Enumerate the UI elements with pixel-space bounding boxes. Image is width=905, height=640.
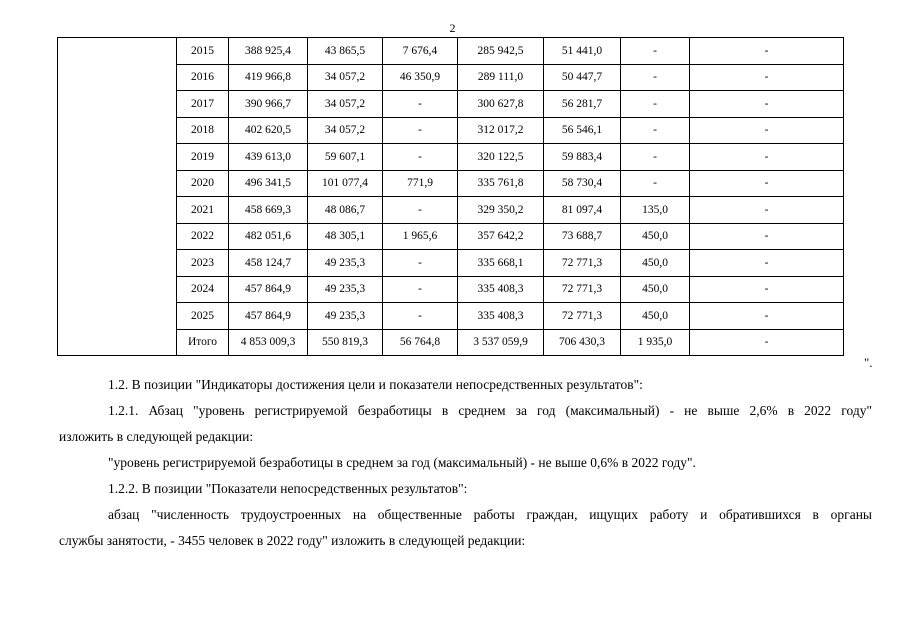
- table-cell: 335 408,3: [458, 276, 544, 303]
- table-cell: -: [383, 144, 458, 171]
- table-cell: 450,0: [621, 276, 690, 303]
- table-cell: 2023: [177, 250, 229, 277]
- table-cell: 457 864,9: [229, 276, 308, 303]
- table-cell: -: [690, 144, 844, 171]
- table-cell: 1 935,0: [621, 329, 690, 356]
- table-cell: -: [690, 117, 844, 144]
- table-cell: 56 546,1: [544, 117, 621, 144]
- table-cell: -: [383, 91, 458, 118]
- table-cell: 482 051,6: [229, 223, 308, 250]
- table-cell: 706 430,3: [544, 329, 621, 356]
- table-row: [58, 38, 844, 65]
- table-cell: -: [621, 144, 690, 171]
- table-cell: 329 350,2: [458, 197, 544, 224]
- table-cell: 2021: [177, 197, 229, 224]
- table-cell: 81 097,4: [544, 197, 621, 224]
- table-cell: 450,0: [621, 303, 690, 330]
- paragraph-indicator-line-1: абзац "численность трудоустроенных на общественные работы граждан, ищущих работу и обратившихся в органы: [108, 507, 872, 522]
- table-cell: 320 122,5: [458, 144, 544, 171]
- table-cell: 2025: [177, 303, 229, 330]
- table-cell: -: [690, 91, 844, 118]
- table-cell: -: [621, 38, 690, 65]
- closing-quote: ".: [864, 355, 873, 370]
- table-cell: -: [383, 250, 458, 277]
- table-cell: -: [383, 276, 458, 303]
- table-cell: 2015: [177, 38, 229, 65]
- table-cell: -: [690, 329, 844, 356]
- table-cell: 34 057,2: [308, 91, 383, 118]
- table-cell: -: [690, 197, 844, 224]
- table-cell: 72 771,3: [544, 276, 621, 303]
- table-cell: 388 925,4: [229, 38, 308, 65]
- table-cell: -: [690, 250, 844, 277]
- table-cell: 50 447,7: [544, 64, 621, 91]
- paragraph-1-2-2: 1.2.2. В позиции "Показатели непосредственных результатов":: [108, 481, 468, 496]
- table-cell: 72 771,3: [544, 250, 621, 277]
- table-cell: -: [690, 38, 844, 65]
- table-cell: 289 111,0: [458, 64, 544, 91]
- table-cell: 402 620,5: [229, 117, 308, 144]
- table-cell: 450,0: [621, 250, 690, 277]
- table-cell: -: [690, 223, 844, 250]
- table-cell: 135,0: [621, 197, 690, 224]
- paragraph-new-wording-1: "уровень регистрируемой безработицы в среднем за год (максимальный) - не выше 0,6% в 2022 году".: [108, 455, 696, 470]
- table-cell: 771,9: [383, 170, 458, 197]
- table-cell: -: [383, 117, 458, 144]
- paragraph-indicator-line-2: службы занятости, - 3455 человек в 2022 году" изложить в следующей редакции:: [59, 533, 526, 548]
- table-cell: 285 942,5: [458, 38, 544, 65]
- table-cell: 49 235,3: [308, 303, 383, 330]
- table-cell: 73 688,7: [544, 223, 621, 250]
- table-cell: 2024: [177, 276, 229, 303]
- table-cell: 335 408,3: [458, 303, 544, 330]
- table-cell: 2017: [177, 91, 229, 118]
- table-cell: 458 124,7: [229, 250, 308, 277]
- table-cell: 59 883,4: [544, 144, 621, 171]
- table-cell: -: [621, 64, 690, 91]
- table-cell: 46 350,9: [383, 64, 458, 91]
- table-cell: 48 305,1: [308, 223, 383, 250]
- paragraph-1-2-1-line-2: изложить в следующей редакции:: [59, 429, 254, 444]
- table-cell: 101 077,4: [308, 170, 383, 197]
- table-cell: 300 627,8: [458, 91, 544, 118]
- table-cell: 49 235,3: [308, 276, 383, 303]
- table-cell: 51 441,0: [544, 38, 621, 65]
- table-cell: 496 341,5: [229, 170, 308, 197]
- table-cell: 458 669,3: [229, 197, 308, 224]
- table-cell: 390 966,7: [229, 91, 308, 118]
- table-cell: -: [383, 303, 458, 330]
- table-cell: 450,0: [621, 223, 690, 250]
- table-cell: 550 819,3: [308, 329, 383, 356]
- budget-table: [57, 37, 844, 356]
- table-cell: -: [690, 170, 844, 197]
- table-cell: -: [383, 197, 458, 224]
- table-cell: 2020: [177, 170, 229, 197]
- table-cell: 457 864,9: [229, 303, 308, 330]
- table-cell: 3 537 059,9: [458, 329, 544, 356]
- table-cell: 439 613,0: [229, 144, 308, 171]
- table-cell: -: [690, 276, 844, 303]
- table-cell: 48 086,7: [308, 197, 383, 224]
- table-cell: 419 966,8: [229, 64, 308, 91]
- table-cell: Итого: [177, 329, 229, 356]
- table-cell: 34 057,2: [308, 64, 383, 91]
- table-cell: 7 676,4: [383, 38, 458, 65]
- table-cell: 1 965,6: [383, 223, 458, 250]
- table-cell: 59 607,1: [308, 144, 383, 171]
- table-cell: 357 642,2: [458, 223, 544, 250]
- table-cell: 56 281,7: [544, 91, 621, 118]
- table-cell: 43 865,5: [308, 38, 383, 65]
- table-cell: 312 017,2: [458, 117, 544, 144]
- table-cell: 72 771,3: [544, 303, 621, 330]
- paragraph-1-2: 1.2. В позиции "Индикаторы достижения цели и показатели непосредственных результатов":: [108, 377, 643, 392]
- table-cell: -: [621, 170, 690, 197]
- table-blank-merged-cell: [58, 38, 177, 356]
- table-cell: -: [690, 303, 844, 330]
- table-cell: 49 235,3: [308, 250, 383, 277]
- table-cell: 335 668,1: [458, 250, 544, 277]
- table-cell: 56 764,8: [383, 329, 458, 356]
- table-cell: 2019: [177, 144, 229, 171]
- paragraph-1-2-1-line-1: 1.2.1. Абзац "уровень регистрируемой безработицы в среднем за год (максимальный) - не выше 2,6% в 2022 году": [108, 403, 872, 418]
- page-number: 2: [449, 21, 456, 35]
- table-cell: 4 853 009,3: [229, 329, 308, 356]
- table-cell: -: [621, 91, 690, 118]
- table-cell: -: [621, 117, 690, 144]
- table-cell: 34 057,2: [308, 117, 383, 144]
- table-cell: 58 730,4: [544, 170, 621, 197]
- table-cell: 2018: [177, 117, 229, 144]
- table-cell: -: [690, 64, 844, 91]
- table-cell: 2016: [177, 64, 229, 91]
- table-cell: 335 761,8: [458, 170, 544, 197]
- table-cell: 2022: [177, 223, 229, 250]
